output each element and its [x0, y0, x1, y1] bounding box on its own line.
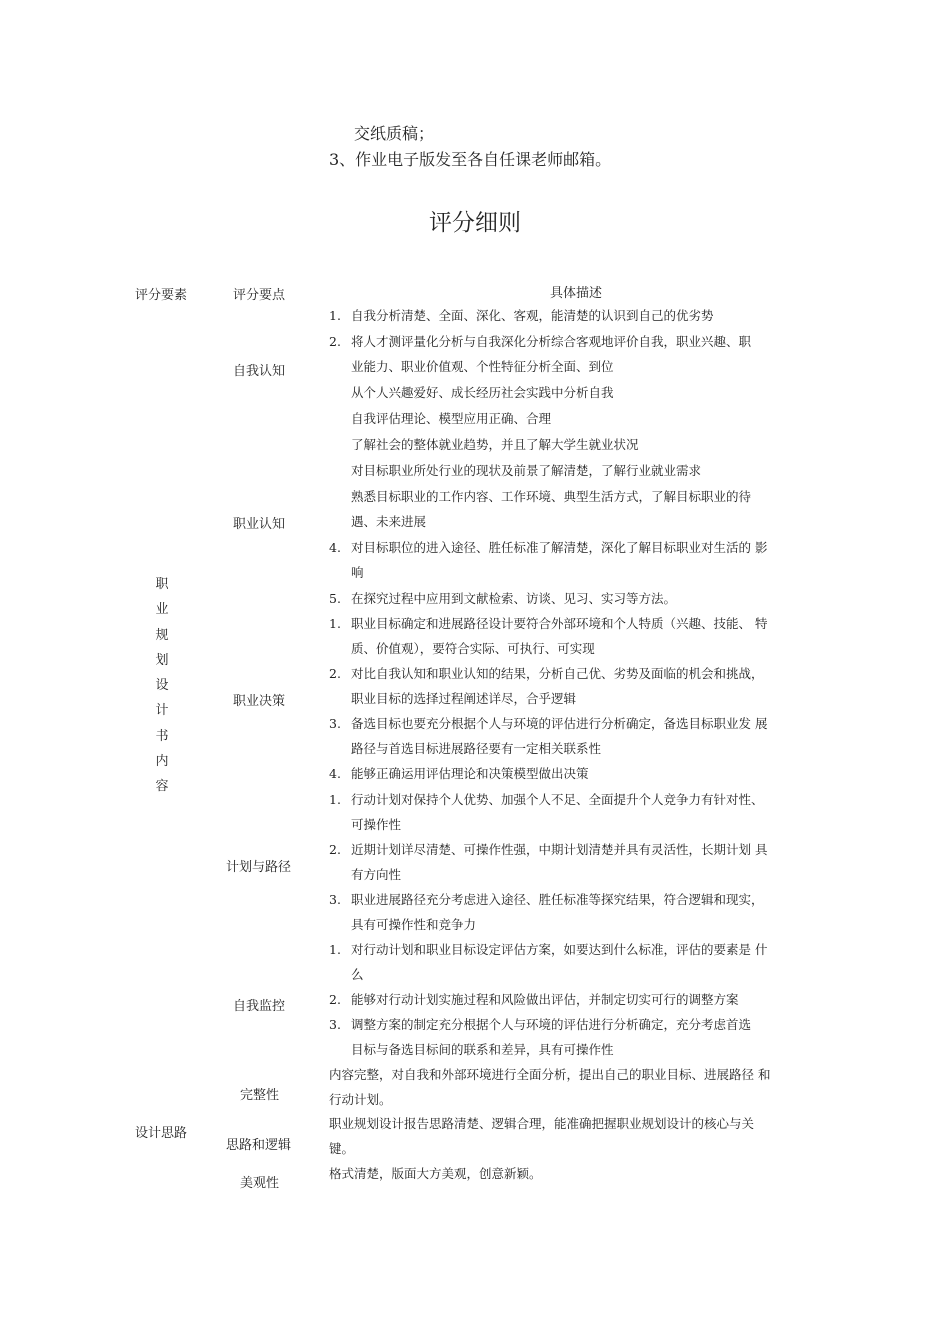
desc-line-text: 对比自我认知和职业认知的结果，分析自己优、劣势及面临的机会和挑战，: [351, 666, 764, 681]
desc-line: [329, 940, 767, 958]
factor-char: 划: [155, 652, 169, 668]
desc-line-number: 2.: [329, 666, 341, 681]
desc-line: [329, 383, 614, 401]
desc-line-number: 1.: [329, 616, 341, 631]
factor-char: 内: [155, 754, 169, 770]
desc-line-text: 调整方案的制定充分根据个人与环境的评估进行分析确定，充分考虑首选: [351, 1017, 752, 1032]
desc-line: [329, 639, 595, 657]
desc-line-number: 3.: [329, 716, 341, 731]
design-desc-line: 内容完整，对自我和外部环境进行全面分析，提出自己的职业目标、进展路径 和: [329, 1067, 771, 1082]
desc-line-text: 可操作性: [351, 817, 402, 832]
header-point: 评分要点: [233, 288, 286, 303]
desc-line-text: 响: [351, 565, 364, 580]
desc-line: [329, 409, 551, 427]
desc-line-number: 4.: [329, 540, 341, 555]
desc-line: [329, 332, 751, 350]
point-plan-path: 计划与路径: [226, 860, 292, 875]
desc-line-number: 1.: [329, 942, 341, 957]
desc-line-text: 自我评估理论、模型应用正确、合理: [351, 411, 552, 426]
desc-line: [329, 689, 576, 707]
point-logic: 思路和逻辑: [226, 1138, 292, 1153]
page-title: 评分细则: [429, 210, 521, 236]
desc-line-text: 自我分析清楚、全面、深化、客观，能清楚的认识到自己的优劣势: [351, 308, 714, 323]
factor-design: 设计思路: [135, 1126, 188, 1141]
desc-line-text: 职业进展路径充分考虑进入途径、胜任标准等探究结果，符合逻辑和现实，: [351, 892, 764, 907]
desc-line-text: 么: [351, 967, 364, 982]
intro-line-2: 3、作业电子版发至各自任课老师邮箱。: [329, 150, 612, 169]
desc-line-text: 遇、未来进展: [351, 514, 427, 529]
desc-line-text: 在探究过程中应用到文献检索、访谈、见习、实习等方法。: [351, 591, 677, 606]
factor-char: 规: [155, 627, 169, 643]
point-self-monitor: 自我监控: [233, 999, 286, 1014]
design-desc-line: 键。: [329, 1141, 355, 1156]
desc-line-number: 3.: [329, 892, 341, 907]
desc-line: [329, 512, 426, 530]
desc-line-text: 对行动计划和职业目标设定评估方案，如要达到什么标准，评估的要素是 什: [351, 942, 768, 957]
factor-char: 业: [155, 602, 169, 618]
desc-line-text: 能够正确运用评估理论和决策模型做出决策: [351, 766, 589, 781]
desc-line-number: 5.: [329, 591, 341, 606]
desc-line-number: 1.: [329, 792, 341, 807]
desc-line-text: 路径与首选目标进展路径要有一定相关联系性: [351, 741, 602, 756]
point-career-decision: 职业决策: [233, 694, 286, 709]
desc-line-text: 业能力、职业价值观、个性特征分析全面、到位: [351, 359, 614, 374]
desc-line: [329, 815, 401, 833]
desc-line: [329, 840, 767, 858]
point-self-awareness: 自我认知: [233, 364, 286, 379]
desc-line: [329, 589, 676, 607]
desc-line: [329, 890, 764, 908]
factor-career-plan-content: [152, 572, 172, 800]
desc-line-text: 目标与备选目标间的联系和差异，具有可操作性: [351, 1042, 614, 1057]
desc-line: [329, 487, 751, 505]
desc-line: [329, 790, 764, 808]
desc-line: [329, 664, 764, 682]
desc-line-text: 近期计划详尽清楚、可操作性强，中期计划清楚并具有灵活性，长期计划 具: [351, 842, 768, 857]
desc-line: [329, 435, 639, 453]
point-aesthetics: 美观性: [240, 1176, 280, 1191]
desc-line: [329, 461, 701, 479]
desc-line-text: 从个人兴趣爱好、成长经历社会实践中分析自我: [351, 385, 614, 400]
factor-char: 书: [155, 728, 169, 744]
desc-line-text: 具有可操作性和竞争力: [351, 917, 477, 932]
desc-line-number: 2.: [329, 842, 341, 857]
desc-line-text: 对目标职位的进入途径、胜任标准了解清楚，深化了解目标职业对生活的 影: [351, 540, 768, 555]
desc-line: [329, 614, 767, 632]
desc-line-text: 备选目标也要充分根据个人与环境的评估进行分析确定，备选目标职业发 展: [351, 716, 768, 731]
factor-char: 职: [155, 577, 169, 592]
desc-line: [329, 306, 714, 324]
design-desc-line: 格式清楚，版面大方美观，创意新颖。: [329, 1166, 542, 1181]
desc-line: [329, 965, 364, 983]
desc-line-text: 能够对行动计划实施过程和风险做出评估，并制定切实可行的调整方案: [351, 992, 739, 1007]
design-desc-line: 行动计划。: [329, 1092, 392, 1107]
desc-line-text: 对目标职业所处行业的现状及前景了解清楚，了解行业就业需求: [351, 463, 702, 478]
desc-line-text: 职业目标确定和进展路径设计要符合外部环境和个人特质（兴趣、技能、 特: [351, 616, 768, 631]
desc-line-number: 2.: [329, 334, 341, 349]
desc-line-text: 职业目标的选择过程阐述详尽，合乎逻辑: [351, 691, 577, 706]
factor-char: 设: [155, 678, 169, 694]
desc-line: [329, 1040, 614, 1058]
header-factor: 评分要素: [135, 288, 188, 303]
intro-line-1: 交纸质稿；: [354, 124, 435, 143]
desc-line-text: 行动计划对保持个人优势、加强个人不足、全面提升个人竞争力有针对性、: [351, 792, 764, 807]
desc-line: [329, 357, 614, 375]
desc-line-text: 质、价值观），要符合实际、可执行、可实现: [351, 641, 595, 656]
factor-char: 容: [155, 779, 169, 795]
desc-line: [329, 714, 767, 732]
desc-line: [329, 865, 401, 883]
desc-line-number: 4.: [329, 766, 341, 781]
desc-line-number: 2.: [329, 992, 341, 1007]
desc-line-text: 将人才测评量化分析与自我深化分析综合客观地评价自我，职业兴趣、职: [351, 334, 752, 349]
header-desc: 具体描述: [550, 286, 603, 301]
desc-line: [329, 990, 739, 1008]
desc-line: [329, 1015, 751, 1033]
desc-line-text: 有方向性: [351, 867, 402, 882]
desc-line-text: 熟悉目标职业的工作内容、工作环境、典型生活方式，了解目标职业的待: [351, 489, 752, 504]
desc-line: [329, 739, 601, 757]
factor-char: 计: [155, 703, 169, 719]
desc-line-number: 3.: [329, 1017, 341, 1032]
point-career-awareness: 职业认知: [233, 517, 286, 532]
desc-line-number: 1.: [329, 308, 341, 323]
desc-line: [329, 538, 767, 556]
point-completeness: 完整性: [240, 1088, 280, 1103]
desc-line: [329, 563, 364, 581]
desc-line-text: 了解社会的整体就业趋势，并且了解大学生就业状况: [351, 437, 639, 452]
design-desc-line: 职业规划设计报告思路清楚、逻辑合理，能准确把握职业规划设计的核心与关: [329, 1116, 755, 1131]
desc-line: [329, 764, 589, 782]
desc-line: [329, 915, 476, 933]
